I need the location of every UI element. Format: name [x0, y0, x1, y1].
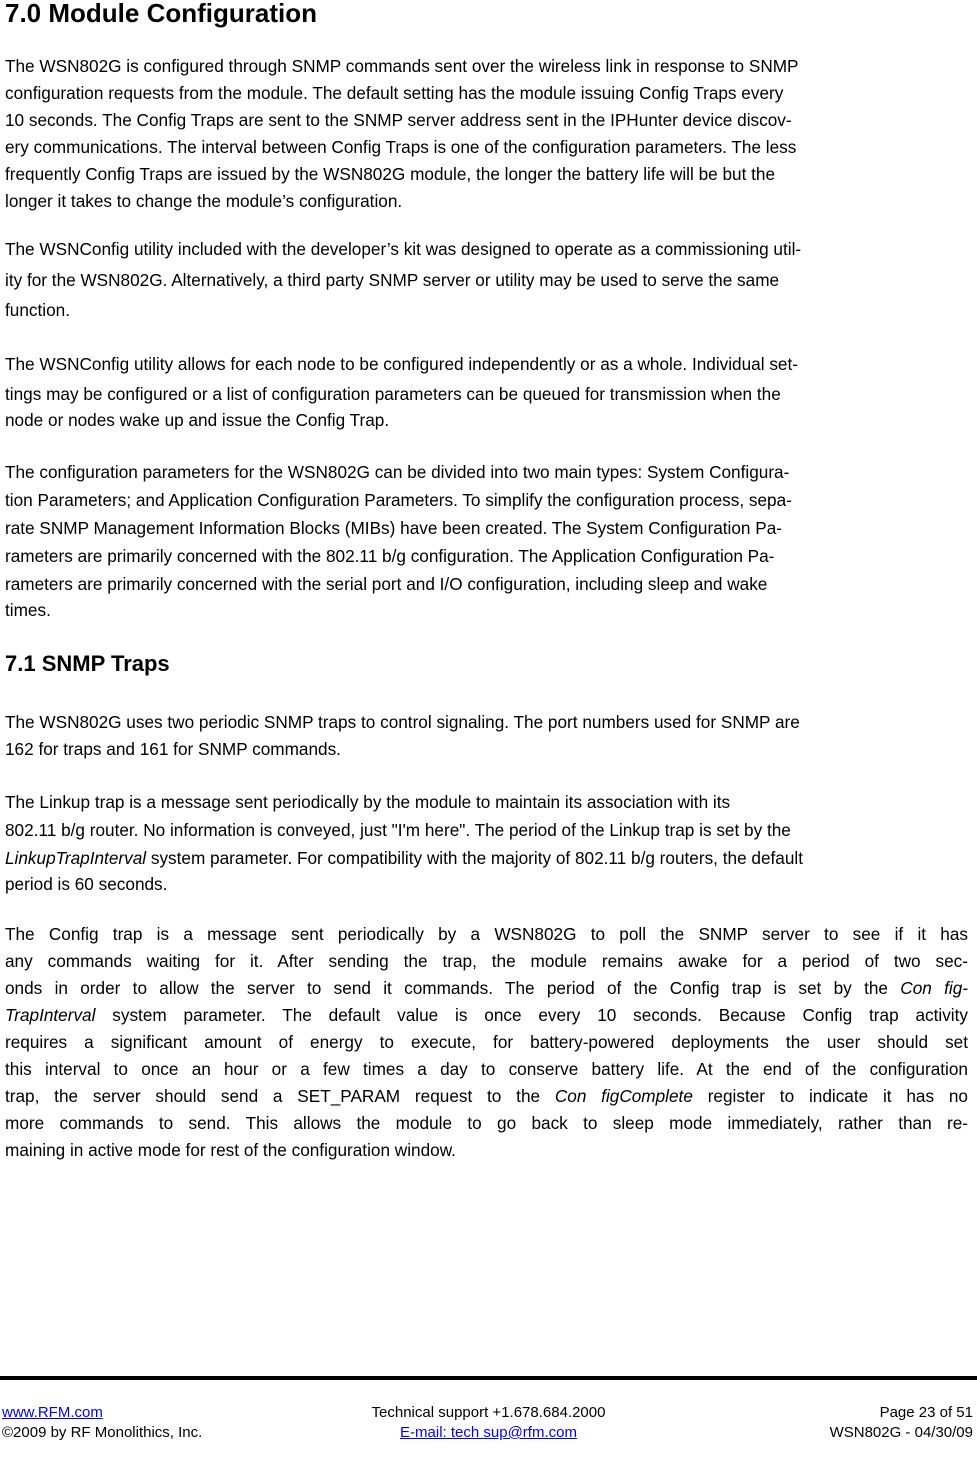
paragraph-line: times.: [5, 600, 51, 620]
paragraph-line: tion Parameters; and Application Configuration Parameters. To simplify the configuration process, sepa-: [5, 490, 792, 510]
paragraph-line: 802.11 b/g router. No information is conveyed, just "I'm here". The period of the Linkup trap is set by the: [5, 820, 791, 840]
subsection-heading: 7.1 SNMP Traps: [5, 651, 170, 676]
paragraph-text: system parameter. The default value is once every 10 seconds. Because Config trap activity: [95, 1005, 968, 1025]
footer-page-number: Page 23 of 51: [879, 1404, 973, 1421]
paragraph-line: The WSN802G is configured through SNMP commands sent over the wireless link in response to SNMP: [5, 56, 799, 76]
paragraph-line: The configuration parameters for the WSN802G can be divided into two main types: System Configura-: [5, 462, 790, 482]
paragraph-line: node or nodes wake up and issue the Config Trap.: [5, 410, 390, 430]
paragraph-line: [5, 1083, 968, 1109]
parameter-name: Con figComplete: [554, 1086, 693, 1106]
parameter-name: TrapInterval: [5, 1005, 96, 1025]
paragraph-line: requires a significant amount of energy to execute, for battery-powered deployments the user should set: [5, 1032, 968, 1052]
footer-divider: [0, 1376, 977, 1380]
paragraph-line: this interval to once an hour or a few times a day to conserve battery life. At the end of the configuration: [5, 1059, 968, 1079]
footer-doc-id: WSN802G - 04/30/09: [829, 1424, 973, 1441]
paragraph-line: 162 for traps and 161 for SNMP commands.: [5, 739, 341, 759]
paragraph-line: frequently Config Traps are issued by the WSN802G module, the longer the battery life will be but the: [5, 164, 776, 184]
paragraph-line: ity for the WSN802G. Alternatively, a third party SNMP server or utility may be used to serve the same: [5, 270, 780, 290]
paragraph-line: The WSNConfig utility allows for each node to be configured independently or as a whole. Individual set-: [5, 354, 798, 374]
footer-copyright: ©2009 by RF Monolithics, Inc.: [2, 1424, 203, 1441]
paragraph-line: more commands to send. This allows the module to go back to sleep mode immediately, rather than re-: [5, 1113, 968, 1133]
paragraph-line: configuration requests from the module. The default setting has the module issuing Config Traps every: [5, 83, 784, 103]
paragraph-line: tings may be configured or a list of configuration parameters can be queued for transmission when the: [5, 384, 781, 404]
paragraph-line: rate SNMP Management Information Blocks (MIBs) have been created. The System Configuration Pa-: [5, 518, 782, 538]
paragraph-line: The WSNConfig utility included with the developer’s kit was designed to operate as a commissioning util-: [5, 239, 802, 259]
paragraph-line: maining in active mode for rest of the configuration window.: [5, 1140, 456, 1160]
paragraph-line: period is 60 seconds.: [5, 874, 168, 894]
section-heading: 7.0 Module Configuration: [5, 0, 317, 28]
footer-website-link[interactable]: www.RFM.com: [2, 1404, 103, 1421]
paragraph-line: [5, 975, 968, 1001]
paragraph-line: function.: [5, 300, 70, 320]
parameter-name: Con fig-: [900, 978, 968, 998]
paragraph-text: register to indicate it has no: [692, 1086, 968, 1106]
paragraph-line: ery communications. The interval between Config Traps is one of the configuration parameters. The less: [5, 137, 797, 157]
footer-support: Technical support +1.678.684.2000: [371, 1404, 606, 1421]
paragraph-line: 10 seconds. The Config Traps are sent to the SNMP server address sent in the IPHunter device discov-: [5, 110, 792, 130]
footer-website-row: [2, 1403, 103, 1423]
paragraph-line: The Linkup trap is a message sent periodically by the module to maintain its association with its: [5, 792, 731, 812]
paragraph-line: rameters are primarily concerned with the serial port and I/O configuration, including sleep and wake: [5, 574, 768, 594]
paragraph-line: longer it takes to change the module’s configuration.: [5, 191, 403, 211]
footer-email-link[interactable]: E-mail: tech sup@rfm.com: [400, 1424, 577, 1441]
paragraph-line: any commands waiting for it. After sending the trap, the module remains awake for a period of two sec-: [5, 951, 968, 971]
paragraph-line: [5, 845, 803, 871]
paragraph-text: trap, the server should send a SET_PARAM request to the: [5, 1086, 555, 1106]
parameter-name: LinkupTrapInterval: [5, 848, 147, 868]
paragraph-line: The WSN802G uses two periodic SNMP traps to control signaling. The port numbers used for SNMP are: [5, 712, 800, 732]
paragraph-text: onds in order to allow the server to send it commands. The period of the Config trap is set by the: [5, 978, 901, 998]
paragraph-line: rameters are primarily concerned with the 802.11 b/g configuration. The Application Configuration Pa-: [5, 546, 775, 566]
paragraph-line: [5, 1002, 968, 1028]
paragraph-line: The Config trap is a message sent periodically by a WSN802G to poll the SNMP server to see if it has: [5, 924, 968, 944]
paragraph-text: system parameter. For compatibility with the majority of 802.11 b/g routers, the default: [146, 848, 804, 868]
